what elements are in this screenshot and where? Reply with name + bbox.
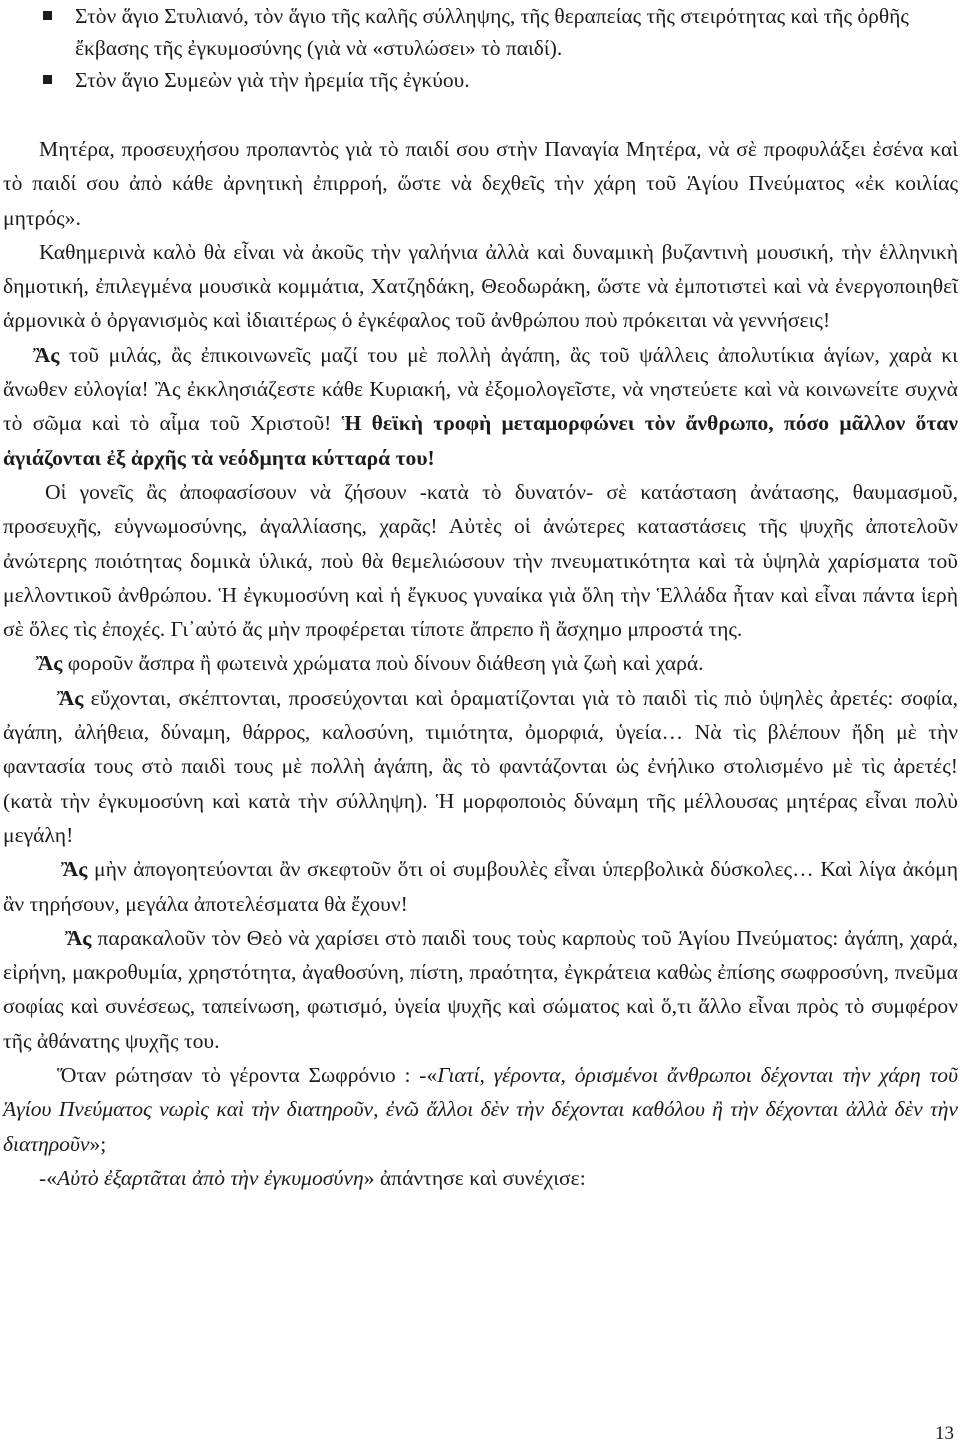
paragraph xyxy=(3,1058,958,1161)
bold-word: Ἂς xyxy=(36,651,63,676)
bold-word: Ἂς xyxy=(65,925,92,950)
paragraph-text: παρακαλοῦν τὸν Θεὸ νὰ χαρίσει στὸ παιδὶ τους τοὺς καρποὺς τοῦ Ἁγίου Πνεύματος: ἀγάπη, χαρά, εἰρήνη, μακροθυμία, χρηστότητα, ἀγαθοσύνη, πίστη, πραότητα, ἐγκράτεια καθὼς ἐπίσης σωφροσύνη, πνεῦμα σοφίας καὶ συνέσεως, ταπείνωση, φωτισμό, ὑγεία ψυχῆς καὶ σώματος καὶ ὅ,τι ἄλλο εἶναι πρὸς τὸ συμφέρον τῆς ἀθάνατης ψυχῆς του. xyxy=(3,925,958,1053)
italic-quote: Γιατί, γέροντα, ὁρισμένοι ἄνθρωποι δέχονται τὴν χάρη τοῦ Ἁγίου Πνεύματος νωρὶς καὶ τὴν διατηροῦν, ἐνῶ ἄλλοι δὲν τὴν δέχονται καθόλου ἢ τὴν δέχονται ἀλλὰ δὲν τὴν διατηροῦν xyxy=(3,1063,958,1156)
paragraph-text: » ἀπάντησε καὶ συνέχισε: xyxy=(363,1165,586,1190)
paragraph xyxy=(3,338,958,475)
bullet-list xyxy=(3,0,958,96)
italic-quote: Αὐτὸ ἐξαρτᾶται ἀπὸ τὴν ἐγκυμοσύνη xyxy=(57,1165,364,1190)
paragraph-text: μὴν ἀπογοητεύονται ἂν σκεφτοῦν ὅτι οἱ συμβουλὲς εἶναι ὑπερβολικὰ δύσκολες… Καὶ λίγα ἀκόμη ἂν τηρήσουν, μεγάλα ἀποτελέσματα θὰ ἔχουν! xyxy=(3,857,958,916)
paragraph: Καθημερινὰ καλὸ θὰ εἶναι νὰ ἀκοῦς τὴν γαλήνια ἀλλὰ καὶ δυναμικὴ βυζαντινὴ μουσική, τὴν ἑλληνικὴ δημοτική, ἐπιλεγμένα μουσικὰ κομμάτια, Χατζηδάκη, Θεοδωράκη, ὥστε νὰ ἐμποτιστεὶ καὶ νὰ ἐνεργοποιηθεῖ ἁρμονικὰ ὁ ὀργανισμὸς καὶ ἰδιαιτέρως ὁ ἐγκέφαλος τοῦ ἀνθρώπου ποὺ πρόκειται νὰ γεννήσεις! xyxy=(3,239,958,333)
body-text xyxy=(3,132,958,1195)
page-number: 13 xyxy=(935,1423,954,1444)
square-bullet-icon xyxy=(43,11,52,20)
square-bullet-icon xyxy=(43,75,52,84)
paragraph xyxy=(3,1161,958,1195)
bullet-item xyxy=(3,64,958,96)
bold-word: Ἂς xyxy=(61,857,88,882)
bullet-text: Στὸν ἅγιο Στυλιανό, τὸν ἅγιο τῆς καλῆς σύλληψης, τῆς θεραπείας τῆς στειρότητας καὶ τῆς ὀρθῆς ἔκβασης τῆς ἐγκυμοσύνης (γιὰ νὰ «στυλώσει» τὸ παιδί). xyxy=(75,4,909,60)
paragraph xyxy=(3,921,958,1058)
paragraph-text: Ὅταν ρώτησαν τὸ γέροντα Σωφρόνιο : -« xyxy=(57,1063,438,1088)
paragraph-text: -« xyxy=(39,1165,57,1190)
paragraph-text: »; xyxy=(89,1131,107,1156)
bold-word: Ἂς xyxy=(57,685,84,710)
paragraph xyxy=(3,852,958,921)
paragraph: Οἱ γονεῖς ἂς ἀποφασίσουν νὰ ζήσουν -κατὰ τὸ δυνατόν- σὲ κατάσταση ἀνάτασης, θαυμασμοῦ, προσευχῆς, εὐγνωμοσύνης, ἀγαλλίασης, χαρᾶς! Αὐτὲς οἱ ἀνώτερες καταστάσεις τῆς ψυχῆς ἀποτελοῦν ἀνώτερης ποιότητας δομικὰ ὑλικά, ποὺ θὰ θεμελιώσουν τὴν πνευματικότητα καὶ τὰ ὑψηλὰ χαρίσματα τοῦ μελλοντικοῦ ἀνθρώπου. Ἡ ἐγκυμοσύνη καὶ ἡ ἔγκυος γυναίκα γιὰ ὅλη τὴν Ἑλλάδα ἦταν καὶ εἶναι πάντα ἱερὴ σὲ ὅλες τὶς ἐποχές. Γι᾽αὐτό ἄς μὴν προφέρεται τίποτε ἄπρεπο ἢ ἄσχημο μπροστά της. xyxy=(3,479,958,642)
bullet-item xyxy=(3,0,958,64)
bold-word: Ἂς xyxy=(33,342,60,367)
bullet-text: Στὸν ἅγιο Συμεὼν γιὰ τὴν ἠρεμία τῆς ἐγκύου. xyxy=(75,68,470,92)
paragraph-text: εὔχονται, σκέπτονται, προσεύχονται καὶ ὁραματίζονται γιὰ τὸ παιδὶ τὶς πιὸ ὑψηλὲς ἀρετές: σοφία, ἀγάπη, ἀλήθεια, δύναμη, θάρρος, καλοσύνη, τιμιότητα, ὀμορφιά, ὑγεία… Νὰ τὶς βλέπουν ἤδη μὲ τὴν φαντασία τους στὸ παιδὶ τους μὲ πολλὴ ἀγάπη, ἂς τὸ φαντάζονται ὡς ἐνήλικο στολισμένο μὲ τὶς ἀρετές! (κατὰ τὴν ἐγκυμοσύνη καὶ κατὰ τὴν σύλληψη). Ἡ μορφοποιὸς δύναμη τῆς μέλλουσας μητέρας εἶναι πολὺ μεγάλη! xyxy=(3,685,958,847)
paragraph xyxy=(3,646,958,680)
paragraph: Μητέρα, προσευχήσου προπαντὸς γιὰ τὸ παιδί σου στὴν Παναγία Μητέρα, νὰ σὲ προφυλάξει ἐσένα καὶ τὸ παιδί σου ἀπὸ κάθε ἀρνητικὴ ἐπιρροή, ὥστε νὰ δεχθεῖς τὴν χάρη τοῦ Ἁγίου Πνεύματος «ἐκ κοιλίας μητρός». xyxy=(3,137,958,230)
bold-sentence: Ἡ θεϊκὴ τροφὴ μεταμορφώνει τὸν ἄνθρωπο, πόσο μᾶλλον ὅταν ἁγιάζονται ἐξ ἀρχῆς τὰ νεόδμητα κύτταρά του! xyxy=(3,411,959,470)
paragraph xyxy=(3,681,958,852)
paragraph-text: τοῦ μιλάς, ἂς ἐπικοινωνεῖς μαζί του μὲ πολλὴ ἀγάπη, ἂς τοῦ ψάλλεις ἀπολυτίκια ἁγίων, χαρὰ κι ἄνωθεν εὐλογία! Ἂς ἐκκλησιάζεστε κάθε Κυριακή, νὰ ἐξομολογεῖστε, νὰ νηστεύετε καὶ νὰ κοινωνείτε συχνὰ τὸ σῶμα καὶ τὸ αἷμα τοῦ Χριστοῦ! xyxy=(3,342,958,436)
paragraph-text: φοροῦν ἄσπρα ἢ φωτεινὰ χρώματα ποὺ δίνουν διάθεση γιὰ ζωὴ καὶ χαρά. xyxy=(62,651,704,676)
